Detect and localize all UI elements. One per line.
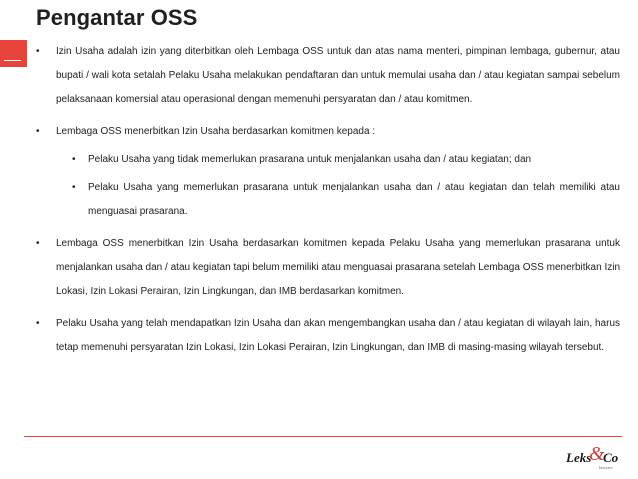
bullet-item-1 xyxy=(36,40,620,112)
bullet-item-2 xyxy=(36,120,620,144)
bullet-item-4 xyxy=(36,312,620,360)
bullet-item-3 xyxy=(36,232,620,304)
accent-tab xyxy=(0,40,27,67)
sub-bullet-item-1 xyxy=(36,148,620,172)
bullet-dot-icon: • xyxy=(36,46,40,57)
bullet-dot-icon: • xyxy=(36,238,40,249)
company-logo xyxy=(566,444,626,472)
sub-bullet-text: Pelaku Usaha yang memerlukan prasarana untuk menjalankan usaha dan / atau kegiatan dan telah memiliki atau menguasai prasarana. xyxy=(88,182,620,217)
sub-bullet-text: Pelaku Usaha yang tidak memerlukan prasarana untuk menjalankan usaha dan / atau kegiatan; dan xyxy=(88,154,532,165)
logo-tagline: lawyers xyxy=(599,465,613,470)
sub-bullet-item-2 xyxy=(36,176,620,224)
bullet-text: Izin Usaha adalah izin yang diterbitkan oleh Lembaga OSS untuk dan atas nama menteri, pimpinan lembaga, gubernur, atau bupati / wali kota setalah Pelaku Usaha melakukan pendaftaran dan untuk memulai usaha dan / atau kegiatan sampai sebelum pelaksanaan komersial atau operasional dengan memenuhi persyaratan dan / atau komitmen. xyxy=(56,46,620,105)
sub-bullet-dot-icon: • xyxy=(72,154,76,165)
content-body xyxy=(36,40,620,368)
footer-divider xyxy=(24,436,622,437)
sub-bullet-dot-icon: • xyxy=(72,182,76,193)
sub-bullet-list xyxy=(36,148,620,224)
bullet-text: Lembaga OSS menerbitkan Izin Usaha berdasarkan komitmen kepada Pelaku Usaha yang memerlukan prasarana untuk menjalankan usaha dan / atau kegiatan tapi belum memiliki atau menguasai prasarana setelah Lembaga OSS menerbitkan Izin Lokasi, Izin Lokasi Perairan, Izin Lingkungan, dan IMB berdasarkan komitmen. xyxy=(56,238,620,297)
logo-leks-text: Leks xyxy=(566,450,592,465)
logo-co-text: Co xyxy=(603,450,619,465)
bullet-text: Pelaku Usaha yang telah mendapatkan Izin Usaha dan akan mengembangkan usaha dan / atau kegiatan di wilayah lain, harus tetap memenuhi persyaratan Izin Lokasi, Izin Lokasi Perairan, Izin Lingkungan, dan IMB di masing-masing wilayah tersebut. xyxy=(56,318,620,353)
accent-tab-line xyxy=(4,60,21,61)
bullet-dot-icon: • xyxy=(36,126,40,137)
bullet-dot-icon: • xyxy=(36,318,40,329)
logo-ampersand-icon: & xyxy=(589,443,605,465)
page-title: Pengantar OSS xyxy=(36,5,198,30)
bullet-text: Lembaga OSS menerbitkan Izin Usaha berdasarkan komitmen kepada : xyxy=(56,126,376,137)
